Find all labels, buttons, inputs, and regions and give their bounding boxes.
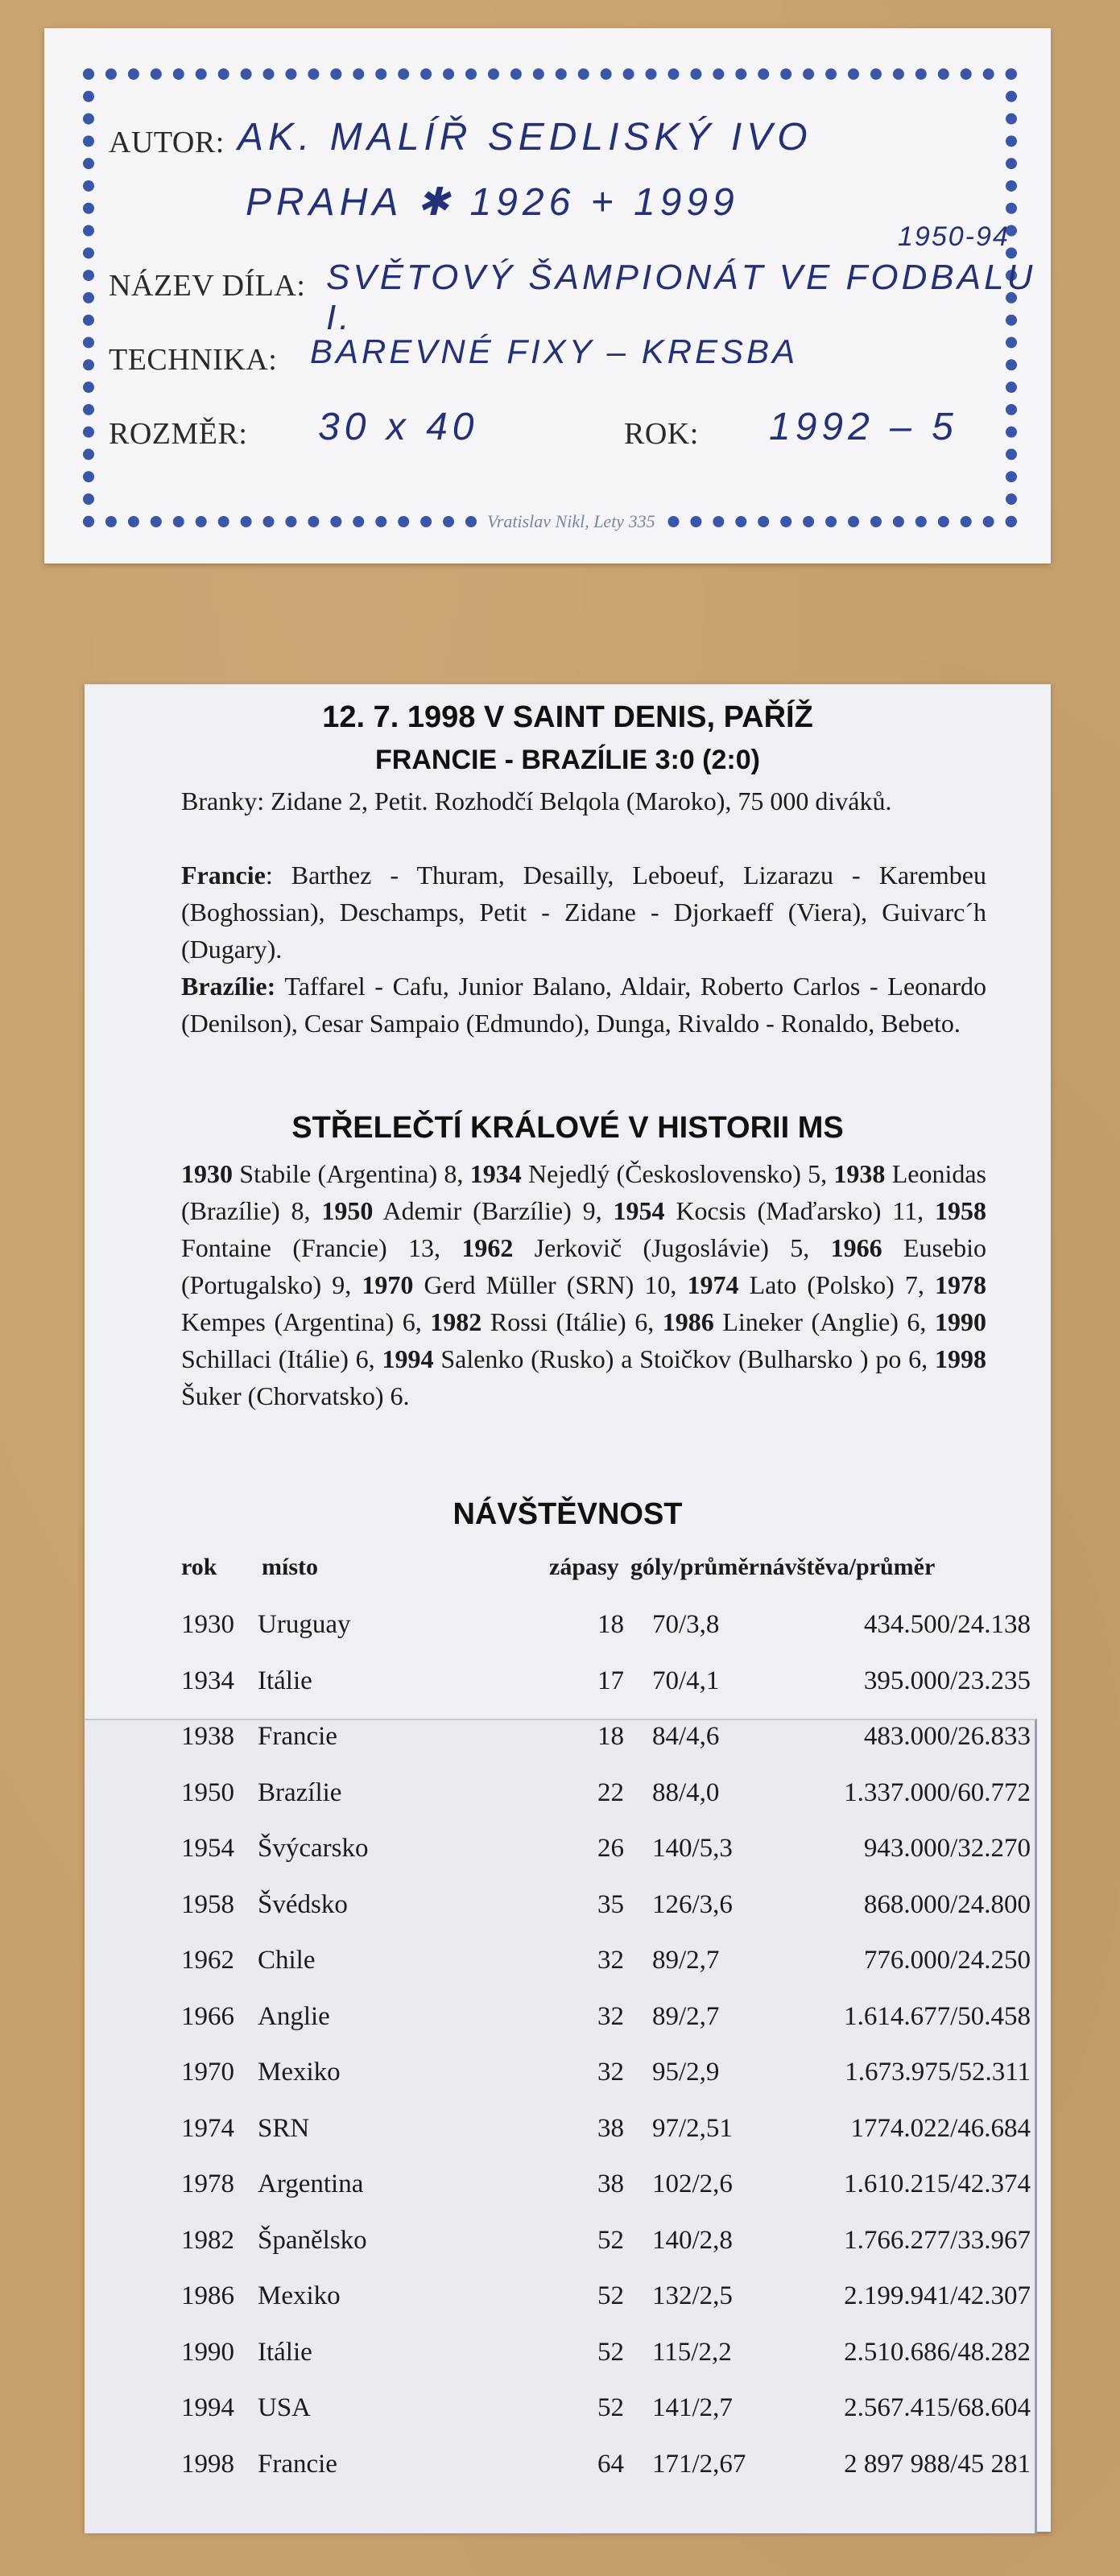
technique-label: TECHNIKA:: [109, 343, 278, 377]
cell-place: Švýcarsko: [258, 1834, 369, 1863]
scorer-entry: Schillaci (Itálie) 6,: [181, 1344, 382, 1373]
cell-goals: 140/5,3: [652, 1834, 733, 1863]
scorer-year: 1970: [362, 1270, 414, 1299]
table-row: [85, 2281, 1051, 2330]
cell-place: Itálie: [258, 1666, 312, 1695]
cell-year: 1994: [181, 2393, 234, 2422]
author-label: AUTOR:: [109, 126, 225, 159]
cell-place: Mexiko: [258, 2281, 341, 2310]
scorers-heading: STŘELEČTÍ KRÁLOVÉ V HISTORII MS: [291, 1111, 844, 1145]
column-header-goals: góly/průměr: [630, 1554, 759, 1580]
technique-value: BAREVNÉ FIXY – KRESBA: [310, 332, 799, 370]
cell-year: 1954: [181, 1834, 234, 1863]
cell-attendance: 1774.022/46.684: [850, 2113, 1031, 2143]
cell-place: Francie: [258, 1722, 337, 1751]
column-header-matches: zápasy: [549, 1554, 619, 1580]
cell-attendance: 2.567.415/68.604: [844, 2393, 1031, 2422]
scorer-year: 1962: [461, 1233, 514, 1262]
cell-year: 1950: [181, 1777, 234, 1807]
cell-matches: 32: [597, 1946, 624, 1975]
scorer-year: 1990: [935, 1307, 986, 1336]
scorer-entry: Leonidas (Brazílie) 8,: [181, 1159, 986, 1225]
france-label: Francie: [181, 861, 266, 890]
scorer-entry: Lineker (Anglie) 6,: [713, 1307, 935, 1336]
cell-attendance: 943.000/32.270: [863, 1834, 1031, 1863]
cell-goals: 88/4,0: [652, 1777, 720, 1807]
cell-attendance: 1.673.975/52.311: [845, 2058, 1031, 2087]
table-row: [85, 1610, 1051, 1658]
scorer-entry: Fontaine (Francie) 13,: [181, 1233, 462, 1262]
cell-place: SRN: [258, 2113, 310, 2143]
artwork-label-card: [44, 28, 1051, 564]
cell-place: Uruguay: [258, 1610, 351, 1639]
cell-goals: 95/2,9: [652, 2058, 720, 2087]
cell-matches: 52: [597, 2225, 624, 2255]
cell-attendance: 868.000/24.800: [863, 1889, 1031, 1919]
cell-year: 1974: [181, 2113, 234, 2143]
cell-goals: 89/2,7: [652, 2001, 720, 2031]
cell-year: 1970: [181, 2058, 234, 2087]
cell-attendance: 776.000/24.250: [863, 1946, 1031, 1975]
goals-paragraph: [181, 782, 986, 819]
cell-matches: 32: [597, 2058, 624, 2087]
scorer-year: 1954: [613, 1196, 665, 1225]
scorers-paragraph: [181, 1155, 986, 1414]
table-row: [85, 1834, 1051, 1882]
cell-place: Itálie: [258, 2337, 312, 2367]
scorer-entry: Jerkovič (Jugoslávie) 5,: [513, 1233, 831, 1262]
cell-goals: 126/3,6: [652, 1889, 733, 1919]
cell-year: 1930: [181, 1610, 234, 1639]
cell-goals: 89/2,7: [652, 1946, 720, 1975]
cell-matches: 26: [597, 1834, 624, 1863]
scorer-year: 1994: [382, 1344, 434, 1373]
scorer-entry: Nejedlý (Československo) 5,: [521, 1159, 834, 1188]
table-row: [85, 2393, 1051, 2442]
cell-matches: 52: [597, 2281, 624, 2310]
printer-credit: Vratislav Nikl, Lety 335: [479, 511, 663, 532]
cell-place: Brazílie: [258, 1777, 342, 1807]
scorer-year: 1966: [830, 1233, 882, 1262]
scorer-entry: Kempes (Argentina) 6,: [181, 1307, 431, 1336]
cell-attendance: 1.337.000/60.772: [844, 1777, 1031, 1807]
scorer-year: 1958: [935, 1196, 987, 1225]
scorer-year: 1974: [687, 1270, 739, 1299]
cell-matches: 52: [597, 2393, 624, 2422]
scorer-year: 1938: [833, 1159, 886, 1188]
scorer-year: 1978: [935, 1270, 987, 1299]
cell-attendance: 1.614.677/50.458: [844, 2001, 1031, 2031]
cell-goals: 70/4,1: [652, 1666, 720, 1695]
cell-year: 1958: [181, 1889, 234, 1919]
cell-matches: 17: [597, 1666, 624, 1695]
table-row: [85, 1778, 1051, 1827]
attendance-heading: NÁVŠTĚVNOST: [453, 1497, 683, 1531]
cell-goals: 84/4,6: [652, 1722, 720, 1751]
cell-place: Mexiko: [258, 2058, 341, 2087]
cell-goals: 141/2,7: [652, 2393, 733, 2422]
scorer-year: 1998: [935, 1344, 986, 1373]
cell-matches: 18: [597, 1610, 624, 1639]
table-row: [85, 2058, 1051, 2106]
cell-goals: 115/2,2: [652, 2337, 732, 2367]
table-row: [85, 2114, 1051, 2162]
table-row: [85, 1946, 1051, 1994]
table-row: [85, 1722, 1051, 1770]
table-row: [85, 2002, 1051, 2050]
cell-matches: 22: [597, 1777, 624, 1807]
cell-year: 1938: [181, 1722, 234, 1751]
cell-attendance: 2.199.941/42.307: [844, 2281, 1031, 2310]
brazil-label: Brazílie:: [181, 972, 276, 1001]
cell-year: 1998: [181, 2449, 234, 2479]
scorer-entry: Rossi (Itálie) 6,: [481, 1307, 663, 1336]
scorer-entry: Salenko (Rusko) a Stoičkov (Bulharsko ) po 6,: [433, 1344, 935, 1373]
table-row: [85, 2226, 1051, 2274]
cell-attendance: 2.510.686/48.282: [844, 2337, 1031, 2367]
scorer-year: 1934: [469, 1159, 522, 1188]
scorer-year: 1982: [430, 1307, 482, 1336]
scorer-entry: Gerd Müller (SRN) 10,: [413, 1270, 688, 1299]
goals-text: Branky: Zidane 2, Petit. Rozhodčí Belqola (Maroko), 75 000 diváků.: [181, 786, 892, 815]
cell-goals: 140/2,8: [652, 2225, 733, 2255]
column-header-attendance: návštěva/průměr: [759, 1554, 936, 1580]
scorer-entry: Lato (Polsko) 7,: [738, 1270, 936, 1299]
year-value: 1992 – 5: [769, 406, 958, 448]
table-row: [85, 1666, 1051, 1715]
scorer-year: 1986: [662, 1307, 714, 1336]
cell-year: 1978: [181, 2169, 234, 2198]
brazil-text: Taffarel - Cafu, Junior Balano, Aldair, Roberto Carlos - Leonardo (Denilson), Cesar Sampaio (Edmundo), Dunga, Rivaldo - Ronaldo, Bebeto.: [181, 972, 986, 1038]
table-row: [85, 2169, 1051, 2218]
cell-matches: 64: [597, 2449, 624, 2479]
france-lineup: [181, 857, 986, 968]
cell-place: Anglie: [258, 2001, 330, 2031]
scorer-year: 1950: [321, 1196, 374, 1225]
cell-place: USA: [258, 2393, 312, 2422]
title-years: 1950-94: [898, 221, 1010, 252]
cell-attendance: 395.000/23.235: [863, 1666, 1031, 1695]
cell-year: 1966: [181, 2001, 234, 2031]
column-header-place: místo: [262, 1554, 318, 1580]
scorer-entry: Eusebio (Portugalsko) 9,: [181, 1233, 987, 1299]
scorer-entry: Ademir (Barzílie) 9,: [373, 1196, 614, 1225]
cell-goals: 171/2,67: [652, 2449, 746, 2479]
cell-matches: 32: [597, 2001, 624, 2031]
cell-place: Španělsko: [258, 2225, 367, 2255]
cell-place: Chile: [258, 1946, 316, 1975]
cell-goals: 132/2,5: [652, 2281, 733, 2310]
year-label: ROK:: [624, 417, 699, 451]
cell-year: 1982: [181, 2225, 234, 2255]
scorer-entry: Šuker (Chorvatsko) 6.: [181, 1381, 410, 1410]
cell-year: 1934: [181, 1666, 234, 1695]
table-row: [85, 2450, 1051, 2498]
table-row: [85, 2338, 1051, 2386]
column-header-year: rok: [181, 1554, 217, 1580]
scorer-entry: Stabile (Argentina) 8,: [233, 1159, 470, 1188]
cell-goals: 102/2,6: [652, 2169, 733, 2198]
size-value: 30 x 40: [318, 406, 479, 448]
cell-attendance: 1.610.215/42.374: [844, 2169, 1031, 2198]
match-headline: 12. 7. 1998 V SAINT DENIS, PAŘÍŽ: [322, 700, 813, 734]
cell-goals: 97/2,51: [652, 2113, 733, 2143]
scorer-year: 1930: [181, 1159, 233, 1188]
cell-matches: 52: [597, 2337, 624, 2367]
cell-attendance: 483.000/26.833: [863, 1722, 1031, 1751]
cell-matches: 38: [597, 2169, 624, 2198]
newspaper-clipping: [85, 684, 1051, 2532]
brazil-lineup: [181, 968, 986, 1042]
title-label: NÁZEV DÍLA:: [109, 269, 306, 303]
scorer-entry: Kocsis (Maďarsko) 11,: [664, 1196, 936, 1225]
cell-place: Argentina: [258, 2169, 364, 2198]
author-dates: PRAHA ✱ 1926 + 1999: [246, 181, 739, 224]
cell-year: 1990: [181, 2337, 234, 2367]
cell-attendance: 434.500/24.138: [863, 1610, 1031, 1639]
cell-attendance: 1.766.277/33.967: [844, 2225, 1031, 2255]
cell-year: 1962: [181, 1946, 234, 1975]
match-result: FRANCIE - BRAZÍLIE 3:0 (2:0): [375, 745, 760, 775]
author-value: AK. MALÍŘ SEDLISKÝ IVO: [238, 116, 812, 159]
cell-matches: 18: [597, 1722, 624, 1751]
cell-year: 1986: [181, 2281, 234, 2310]
cell-matches: 38: [597, 2113, 624, 2143]
cell-goals: 70/3,8: [652, 1610, 720, 1639]
cell-place: Švédsko: [258, 1889, 348, 1919]
table-row: [85, 1890, 1051, 1938]
cell-place: Francie: [258, 2449, 337, 2479]
cell-matches: 35: [597, 1889, 624, 1919]
france-text: : Barthez - Thuram, Desailly, Leboeuf, Lizarazu - Karembeu (Boghossian), Deschamps, Petit - Zidane - Djorkaeff (Viera), Guivarc´h (Dugary).: [181, 861, 986, 964]
cell-attendance: 2 897 988/45 281: [844, 2449, 1031, 2479]
title-value: SVĚTOVÝ ŠAMPIONÁT VE FODBALU I.: [326, 258, 1036, 337]
size-label: ROZMĚR:: [109, 417, 248, 451]
